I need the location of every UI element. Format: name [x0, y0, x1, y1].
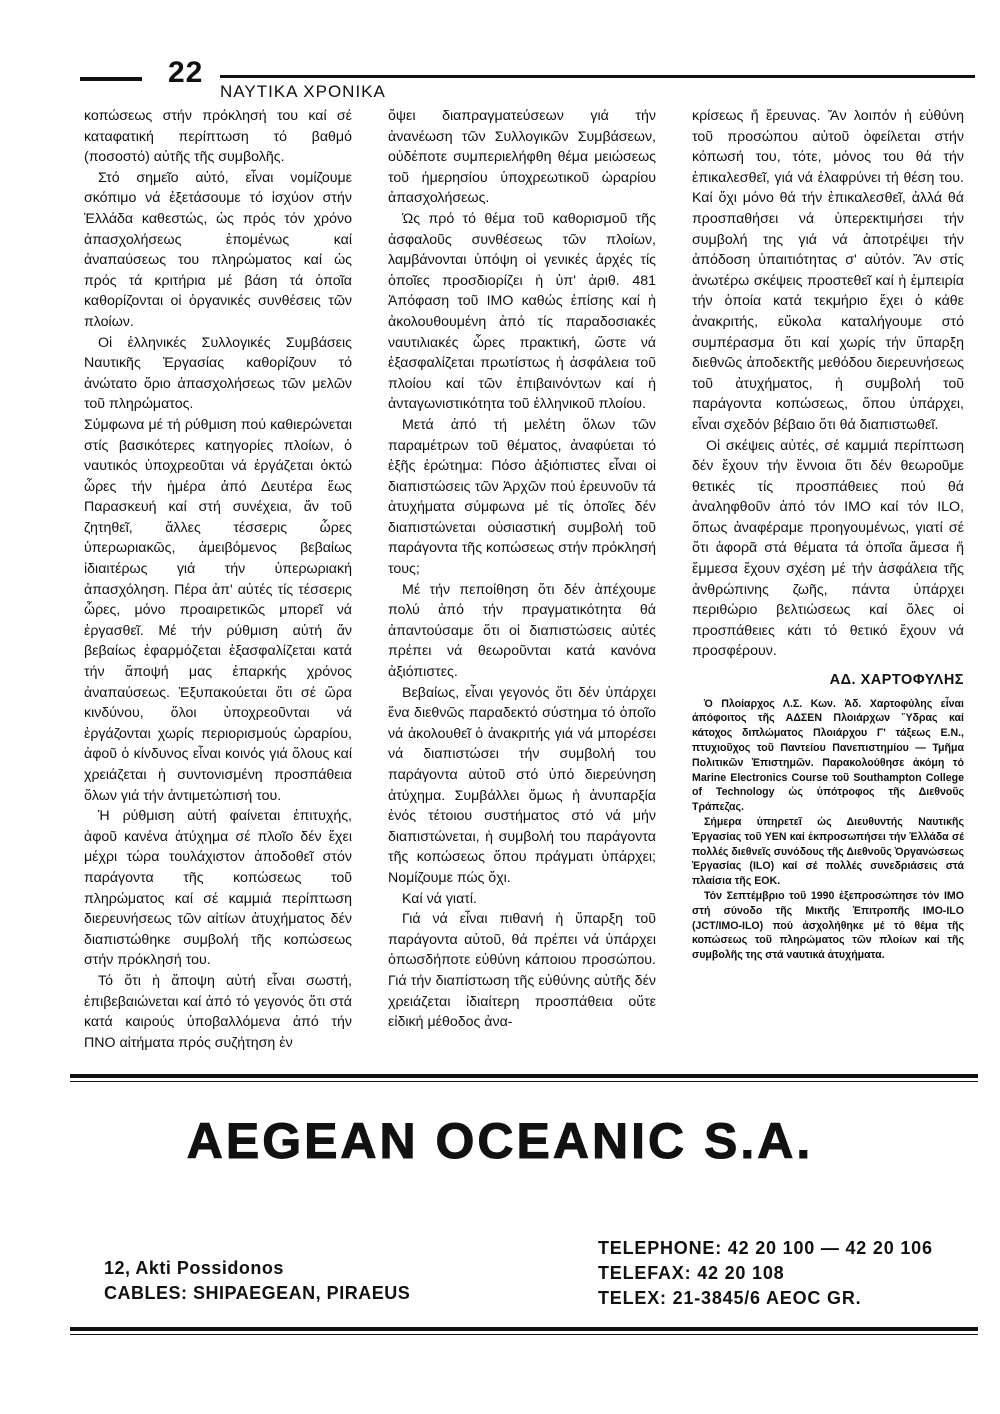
advert-telex: TELEX: 21-3845/6 AEOC GR.: [598, 1288, 862, 1308]
paragraph: Τό ὅτι ἡ ἄποψη αὐτή εἶναι σωστή, ἐπιβεβαιώνεται καί ἀπό τό γεγονός ὅτι στά κατά καιρούς ὑποβαλλόμενα ἀπό τήν ΠΝΟ αἰτήματα πρός συζήτηση ἐν: [84, 972, 352, 1051]
bio-paragraph: Σήμερα ὑπηρετεῖ ὡς Διευθυντής Ναυτικῆς Ἐργασίας τοῦ ΥΕΝ καί ἐκπροσωπήσει τήν Ἑλλάδα σέ πολλές διεθνεῖς συνόδους τῆς Διεθνοῦς Ὀργανώσεως Ἐργασίας (ILO) καί σέ πολλές συνεδριάσεις στά πλαίσια τῆς ΕΟΚ.: [692, 816, 964, 888]
paragraph: κρίσεως ἤ ἔρευνας. Ἄν λοιπόν ἡ εὐθύνη τοῦ προσώπου αὐτοῦ ὀφείλεται στήν κόπωσή του, τότε, μόνος του θά τήν ἐπικαλεσθεῖ, γιά νά ἐλαφρύνει τή θέση του. Καί ὄχι μόνο θά τήν ἐπικαλεσθεῖ, ἀλλά θά προσπαθήσει νά ὑπερεκτιμήσει τήν συμβολή της γιά νά ἀποτρέψει τήν ἀπόδοση ὑπαιτιότητας σ' αὐτόν. Ἄν στίς ἀνωτέρω σκέψεις προστεθεῖ καί ἡ ἐμπειρία τήν ὁποία κατά τεκμήριο ἔχει ὁ κάθε ἀνακριτής, εὔκολα καταλήγουμε στό συμπέρασμα ὅτι καί χωρίς τήν ὕπαρξη διεθνῶς ἀποδεκτῆς μεθόδου διερευνήσεως τοῦ ἀτυχήματος, ἡ συμβολή τοῦ παράγοντα κοπώσεως, ὅπου ὑπάρχει, εἶναι σχεδόν βέβαιο ὅτι θά διαπιστωθεῖ.: [692, 108, 964, 433]
paragraph: Μέ τήν πεποίθηση ὅτι δέν ἀπέχουμε πολύ ἀπό τήν πραγματικότητα θά ἀπαντούσαμε ὅτι οἱ διαπιστώσεις αὐτές πρέπει νά θεωροῦνται κατά κανόνα ἀξιόπιστες.: [388, 581, 656, 681]
paragraph: Μετά ἀπό τή μελέτη ὅλων τῶν παραμέτρων τοῦ θέματος, ἀναφύεται τό ἑξῆς ἐρώτημα: Πόσο ἀξιόπιστες εἶναι οἱ διαπιστώσεις τῶν Ἀρχῶν πού ἐρευνοῦν τά ἀτυχήματα σύμφωνα μέ τίς ὁποῖες δέν διαπιστώνεται οὐσιαστική συμβολή τοῦ παράγοντα τῆς κοπώσεως στήν πρόκλησή τους;: [388, 416, 656, 578]
paragraph: Σύμφωνα μέ τή ρύθμιση πού καθιερώνεται στίς βασικότερες κατηγορίες πλοίων, ὁ ναυτικός ὑποχρεοῦται νά ἐργάζεται ὀκτώ ὧρες τήν ἡμέρα ἀπό Δευτέρα ἕως Παρασκευή καί στή συνέχεια, ἄν τοῦ ζητηθεῖ, ἄλλες τέσσερις ὧρες ὑπερωριακῶς, ἀμειβόμενος βεβαίως ἰδιαιτέρως γιά τήν ὑπερωριακή ἀπασχόληση. Πέρα ἀπ' αὐτές τίς τέσσερις ὧρες, μόνο προαιρετικῶς μπορεῖ νά ἐργασθεῖ. Μέ τήν ρύθμιση αὐτή ἄν βεβαίως ἐφαρμόζεται ἐξασφαλίζεται κατά τήν ἄποψή μας ἐπαρκής χρόνος ἀναπαύσεως. Ἐξυπακούεται ὅτι σέ ὥρα κινδύνου, ὅλοι ὑποχρεοῦνται νά ἐργάζονται χωρίς περιορισμούς ὡραρίου, ἀφοῦ ὁ κίνδυνος εἶναι κοινός γιά ὅλους καί χρειάζεται ἡ συντονισμένη προσπάθεια ὅλων γιά τήν ἀντιμετώπισή του.: [84, 416, 352, 804]
advert-cables: CABLES: SHIPAEGEAN, PIRAEUS: [104, 1283, 411, 1303]
bio-paragraph: Τόν Σεπτέμβριο τοῦ 1990 ἐξεπροσώπησε τόν ΙΜΟ στή σύνοδο τῆς Μικτῆς Ἐπιτροπῆς ΙΜΟ-ILO (JCT/IMO-ILO) πού ἀσχολήθηκε μέ τό θέμα τῆς κοπώσεως τοῦ πληρώματος τῶν πλοίων καί τῆς συμβολῆς της στά ναυτικά ἀτυχήματα.: [692, 889, 964, 962]
paragraph: Γιά νά εἶναι πιθανή ἡ ὕπαρξη τοῦ παράγοντα αὐτοῦ, θά πρέπει νά ὑπάρχει ὁπωσδήποτε εὐθύνη κάποιου προσώπου. Γιά τήν διαπίστωση τῆς εὐθύνης αὐτῆς δέν χρειάζεται ἰδιαίτερη προσπάθεια οὔτε εἰδική μέθοδος ἀνα-: [388, 911, 656, 1031]
article-column-2: [388, 106, 656, 1031]
page-header: [80, 58, 975, 100]
paragraph: Ὡς πρό τό θέμα τοῦ καθορισμοῦ τῆς ἀσφαλοῦς συνθέσεως τῶν πλοίων, λαμβάνονται ὑπόψη οἱ γενικές ἀρχές τίς ὁποῖες προσδιορίζει ἡ ὑπ' ἀριθ. 481 Ἀπόφαση τοῦ ΙΜΟ καθώς ἐπίσης καί ἡ ἀκολουθουμένη ἀπό τίς παραδοσιακές ναυτιλιακές ὧρες πρακτική, ὥστε νά ἐξασφαλίζεται πρωτίστως ἡ ἀσφάλεια τοῦ πλοίου καί τῶν ἐπιβαινόντων καί ἡ ἀνταγωνιστικότητα τοῦ ἑλληνικοῦ πλοίου.: [388, 210, 656, 413]
advert-contact-block: [598, 1236, 933, 1311]
article-column-1: [84, 106, 352, 1051]
advert-telefax: TELEFAX: 42 20 108: [598, 1263, 785, 1283]
article-column-3: [692, 106, 964, 962]
advert-rule-bottom: [70, 1327, 978, 1335]
header-rule-right: [220, 75, 975, 78]
advert-address: 12, Akti Possidonos: [104, 1258, 284, 1278]
paragraph: ὄψει διαπραγματεύσεων γιά τήν ἀνανέωση τῶν Συλλογικῶν Συμβάσεων, οὐδέποτε συμπεριελήφθη θέμα μειώσεως τοῦ ἡμερησίου ὑποχρεωτικοῦ ὡραρίου ἀπασχολήσεως.: [388, 108, 656, 207]
author-signature: ΑΔ. ΧΑΡΤΟΦΥΛΗΣ: [829, 672, 964, 689]
paragraph: Στό σημεῖο αὐτό, εἶναι νομίζουμε σκόπιμο νά ἐξετάσουμε τό ἰσχύον στήν Ἑλλάδα καθεστώς, ὡς πρός τόν χρόνο ἀπασχολήσεως ἑπομένως καί ἀναπαύσεως του πληρώματος καί ὡς πρός τά κριτήρια μέ βάση τά ὁποῖα καθορίζονται οἱ ὀργανικές συνθέσεις τῶν πλοίων.: [84, 169, 352, 330]
paragraph: Οἱ ἑλληνικές Συλλογικές Συμβάσεις Ναυτικῆς Ἐργασίας καθορίζουν τό ἀνώτατο ὅριο ἀπασχολήσεως τῶν μελῶν τοῦ πληρώματος.: [84, 334, 352, 413]
paragraph: κοπώσεως στήν πρόκλησή του καί σέ καταφατική περίπτωση τό βαθμό (ποσοστό) αὐτῆς τῆς συμβολῆς.: [84, 108, 352, 166]
advert-company-name: AEGEAN OCEANIC S.A.: [186, 1113, 814, 1169]
advert-telephone: TELEPHONE: 42 20 100 — 42 20 106: [598, 1238, 933, 1258]
paragraph: Οἱ σκέψεις αὐτές, σέ καμμιά περίπτωση δέν ἔχουν τήν ἔννοια ὅτι δέν θεωροῦμε θετικές τίς προσπάθειες πού θά ἀναληφθοῦν ἀπό τόν ΙΜΟ καί τόν ILO, ὅπως ἀναφέραμε προηγουμένως, γιατί σέ ὅτι ἀφορᾶ στά θέματα τά ὁποῖα ἄμεσα ἤ ἔμμεσα ἔχουν σχέση μέ τήν ἀσφάλεια τῆς ἀνθρώπινης ζωῆς, πάντα ὑπάρχει περιθώριο βελτιώσεως καί ὅλες οἱ προσπάθειες κάτι τό θετικό ἔχουν νά προσφέρουν.: [692, 437, 964, 660]
author-bio: [692, 697, 964, 963]
paragraph: Ἡ ρύθμιση αὐτή φαίνεται ἐπιτυχής, ἀφοῦ κανένα ἀτύχημα σέ πλοῖο δέν ἔχει μέχρι τώρα τουλάχιστον ἀποδοθεῖ στόν παράγοντα τῆς κοπώσεως τοῦ πληρώματος καί σέ καμμιά περίπτωση διερευνήσεως τῶν αἰτίων ἀτυχήματος δέν διαπιστώθηκε συμβολή τῆς κοπώσεως στήν πρόκλησή του.: [84, 808, 352, 969]
bio-paragraph: Ὁ Πλοίαρχος Λ.Σ. Κων. Ἀδ. Χαρτοφύλης εἶναι ἀπόφοιτος τῆς ΑΔΣΕΝ Πλοιάρχων Ὕδρας καί κάτοχος διπλώματος Πλοιάρχου Γ' τάξεως Ε.Ν., πτυχιοῦχος τοῦ Παντείου Πανεπιστημίου — Τμῆμα Πολιτικῶν Ἐπιστημῶν. Παρακολούθησε ἀκόμη τό Marine Electronics Course τοῦ Southampton College of Technology ὡς ὑπότροφος τῆς Διεθνοῦς Τράπεζας.: [692, 697, 964, 814]
advert-rule-top: [70, 1074, 978, 1082]
magazine-title: ΝΑΥΤΙΚΑ ΧΡΟΝΙΚΑ: [220, 82, 386, 101]
advert-address-block: [104, 1256, 410, 1306]
header-rule-left: [80, 77, 142, 81]
paragraph: Καί νά γιατί.: [402, 890, 477, 907]
paragraph: Βεβαίως, εἶναι γεγονός ὅτι δέν ὑπάρχει ἕνα διεθνῶς παραδεκτό σύστημα τό ὁποῖο νά ἀκολουθεῖ ὁ ἀνακριτής γιά νά μπορέσει νά διαπιστώσει τήν συμβολή του παράγοντα αὐτοῦ στό ὑπό διερεύνηση ἀτύχημα. Συμβάλλει ὅμως ἡ ἀνυπαρξία ἑνός τέτοιου συστήματος στό νά μήν διαπιστώνεται, ἡ συμβολή του παράγοντα τῆς κοπώσεως ὅπου πράγματι ὑπάρχει; Νομίζουμε πώς ὄχι.: [388, 684, 656, 886]
page-number: 22: [168, 56, 204, 89]
